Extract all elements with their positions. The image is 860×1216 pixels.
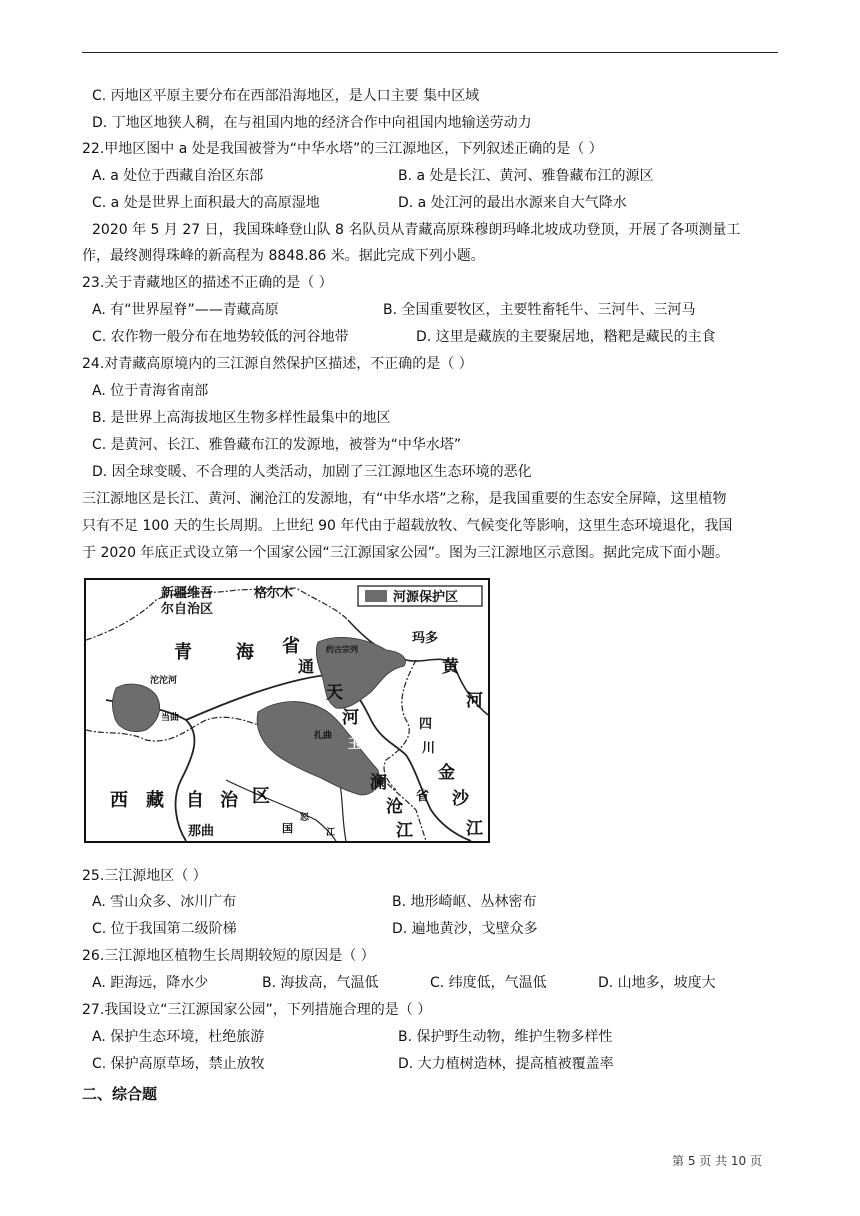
question-22: 22.甲地区图中 a 处是我国被誉为“中华水塔”的三江源地区，下列叙述正确的是（ ） bbox=[82, 141, 603, 157]
label-zi: 自 bbox=[186, 790, 204, 811]
header-rule bbox=[82, 52, 778, 53]
label-xinjiang-1: 新疆维吾 bbox=[161, 586, 214, 601]
q27-option-a: A. 保护生态环境，杜绝旅游 bbox=[92, 1029, 265, 1045]
question-23: 23.关于青藏地区的描述不正确的是（ ） bbox=[82, 275, 333, 291]
question-25: 25.三江源地区（ ） bbox=[82, 868, 207, 884]
label-dangqu: 当曲 bbox=[161, 713, 180, 723]
map-canvas bbox=[86, 580, 488, 841]
q25-option-a: A. 雪山众多、冰川广布 bbox=[92, 894, 237, 910]
label-chuan: 川 bbox=[422, 741, 436, 756]
q26-option-b: B. 海拔高，气温低 bbox=[262, 975, 379, 991]
passage-1-line-2: 作，最终测得珠峰的新高程为 8848.86 米。据此完成下列小题。 bbox=[82, 248, 485, 264]
q24-option-c: C. 是黄河、长江、雅鲁藏布江的发源地，被誉为“中华水塔” bbox=[92, 437, 462, 453]
q23-option-a: A. 有“世界屋脊”——青藏高原 bbox=[92, 302, 279, 318]
boundary-sichuan bbox=[384, 660, 416, 790]
label-nu: 怒 bbox=[300, 813, 310, 823]
section-heading: 二、综合题 bbox=[82, 1085, 158, 1103]
legend-swatch bbox=[365, 590, 387, 602]
q25-option-b: B. 地形崎岖、丛林密布 bbox=[392, 894, 537, 910]
label-madoi: 玛多 bbox=[412, 631, 439, 646]
passage-1-line-1: 2020 年 5 月 27 日，我国珠峰登山队 8 名队员从青藏高原珠穆朗玛峰北坡成功登顶，开展了各项测量工 bbox=[92, 222, 741, 238]
q27-option-c: C. 保护高原草场，禁止放牧 bbox=[92, 1056, 265, 1072]
label-he2: 河 bbox=[466, 691, 483, 711]
q21-option-c: C. 丙地区平原主要分布在西部沿海地区，是人口主要 集中区域 bbox=[92, 88, 480, 104]
label-naqu: 那曲 bbox=[188, 824, 215, 839]
q23-option-c: C. 农作物一般分布在地势较低的河谷地带 bbox=[92, 329, 349, 345]
label-lan: 澜 bbox=[370, 773, 387, 793]
q26-option-d: D. 山地多，坡度大 bbox=[598, 975, 716, 991]
label-xi: 西 bbox=[110, 790, 128, 811]
q23-option-d: D. 这里是藏族的主要聚居地，糌粑是藏民的主食 bbox=[416, 329, 716, 345]
nu-river bbox=[226, 780, 336, 841]
label-sha: 沙 bbox=[452, 789, 469, 809]
sanjiangyuan-map bbox=[84, 578, 490, 843]
label-tuotuo-river: 沱沱河 bbox=[150, 676, 178, 686]
q25-option-c: C. 位于我国第二级阶梯 bbox=[92, 921, 237, 937]
label-jin: 金 bbox=[438, 763, 455, 783]
q22-option-c: C. a 处是世界上面积最大的高原湿地 bbox=[92, 195, 320, 211]
question-27: 27.我国设立“三江源国家公园”，下列措施合理的是（ ） bbox=[82, 1002, 432, 1018]
label-yueguzonglie: 约古宗列 bbox=[326, 645, 358, 654]
passage-2-line-1: 三江源地区是长江、黄河、澜沧江的发源地，有“中华水塔”之称，是我国重要的生态安全屏障，这里植物 bbox=[82, 491, 727, 507]
passage-2-line-3: 于 2020 年底正式设立第一个国家公园“三江源国家公园”。图为三江源地区示意图。据此完成下面小题。 bbox=[82, 545, 730, 561]
label-zhaqu: 扎曲 bbox=[314, 731, 333, 741]
label-jiang: 江 bbox=[466, 819, 483, 839]
q24-option-d: D. 因全球变暖、不合理的人类活动，加剧了三江源地区生态环境的恶化 bbox=[92, 464, 532, 480]
page-footer: 第 5 页 共 10 页 bbox=[672, 1154, 762, 1168]
legend-label: 河源保护区 bbox=[393, 590, 459, 605]
q25-option-d: D. 遍地黄沙，戈壁众多 bbox=[392, 921, 538, 937]
label-sheng: 省 bbox=[282, 636, 300, 657]
label-hai: 海 bbox=[236, 642, 254, 663]
label-tian: 天 bbox=[326, 683, 343, 703]
q24-option-a: A. 位于青海省南部 bbox=[92, 383, 209, 399]
q26-option-a: A. 距海远，降水少 bbox=[92, 975, 209, 991]
q24-option-b: B. 是世界上高海拔地区生物多样性最集中的地区 bbox=[92, 410, 391, 426]
question-26: 26.三江源地区植物生长周期较短的原因是（ ） bbox=[82, 948, 375, 964]
q23-option-b: B. 全国重要牧区，主要牲畜牦牛、三河牛、三河马 bbox=[383, 302, 696, 318]
q22-option-a: A. a 处位于西藏自治区东部 bbox=[92, 168, 264, 184]
q27-option-b: B. 保护野生动物，维护生物多样性 bbox=[398, 1029, 613, 1045]
label-si: 四 bbox=[419, 717, 433, 732]
label-jiang2: 江 bbox=[396, 821, 413, 841]
label-sheng2: 省 bbox=[416, 789, 430, 804]
question-24: 24.对青藏高原境内的三江源自然保护区描述，不正确的是（ ） bbox=[82, 356, 473, 372]
label-yushu: 玉树 bbox=[348, 737, 375, 752]
label-zhi: 治 bbox=[220, 790, 238, 811]
q27-option-d: D. 大力植树造林，提高植被覆盖率 bbox=[398, 1056, 614, 1072]
label-cang: 沧 bbox=[386, 797, 403, 817]
q22-option-b: B. a 处是长江、黄河、雅鲁藏布江的源区 bbox=[398, 168, 654, 184]
label-qing: 青 bbox=[174, 642, 192, 663]
passage-2-line-2: 只有不足 100 天的生长周期。上世纪 90 年代由于超载放牧、气候变化等影响，这里生态环境退化，我国 bbox=[82, 518, 733, 534]
label-huang: 黄 bbox=[442, 657, 459, 677]
label-guo: 国 bbox=[282, 822, 293, 835]
label-tong: 通 bbox=[298, 657, 315, 676]
label-he: 河 bbox=[342, 708, 359, 728]
boundary-xinjiang bbox=[86, 588, 348, 640]
q26-option-c: C. 纬度低，气温低 bbox=[430, 975, 547, 991]
reserve-area-tuotuo bbox=[113, 684, 160, 732]
label-nu-jiang: 江 bbox=[326, 828, 336, 838]
label-xinjiang-2: 尔自治区 bbox=[161, 602, 214, 617]
q22-option-d: D. a 处江河的最出水源来自大气降水 bbox=[398, 195, 627, 211]
label-qu: 区 bbox=[252, 786, 270, 807]
label-golmud: 格尔木 bbox=[254, 586, 294, 601]
q21-option-d: D. 丁地区地狭人稠，在与祖国内地的经济合作中向祖国内地输送劳动力 bbox=[92, 115, 532, 131]
label-zang: 藏 bbox=[146, 790, 164, 811]
